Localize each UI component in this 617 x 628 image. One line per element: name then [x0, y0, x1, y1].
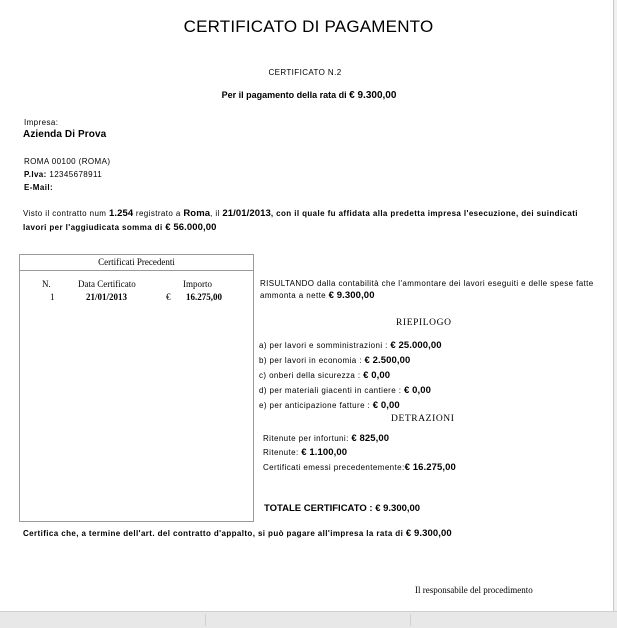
- page-title: CERTIFICATO DI PAGAMENTO: [183, 17, 434, 36]
- deduction-item: Ritenute: € 1.100,00: [263, 447, 348, 458]
- contract-text-2: registrato a: [135, 209, 181, 218]
- status-bar-divider: [205, 614, 206, 626]
- signature-label: Il responsabile del procedimento: [415, 585, 533, 595]
- contract-paragraph: [23, 207, 593, 235]
- deductions-title: DETRAZIONI: [391, 414, 455, 424]
- contract-city: Roma: [183, 208, 211, 219]
- company-address: ROMA 00100 (ROMA): [24, 157, 111, 166]
- table-row-n: 1: [50, 292, 55, 302]
- result-paragraph: [260, 278, 595, 302]
- col-header-date: Data Certificato: [78, 279, 136, 289]
- window-status-bar: [0, 611, 617, 628]
- contract-text-4: , con il quale fu affidata alla predetta impresa l'esecuzione, dei suindicati lavori per l'aggiudicata somma di: [23, 209, 578, 232]
- total-label: TOTALE CERTIFICATO :: [264, 503, 373, 514]
- table-row-date: 21/01/2013: [86, 292, 128, 302]
- previous-certificates-box: [19, 254, 254, 522]
- deduction-item: Certificati emessi precedentemente:€ 16.275,00: [263, 462, 456, 473]
- email-label: E-Mail:: [24, 183, 54, 192]
- certification-line: [23, 528, 452, 539]
- certification-text: Certifica che, a termine dell'art. del contratto d'appalto, si può pagare all'impresa la rata di: [23, 529, 404, 538]
- result-amount: € 9.300,00: [328, 290, 375, 301]
- certificate-number: CERTIFICATO N.2: [268, 68, 342, 77]
- contract-text-3: , il: [210, 209, 220, 218]
- company-piva: [24, 170, 102, 179]
- previous-certificates-title: Certificati Precedenti: [20, 255, 253, 271]
- total-certificate: [264, 503, 420, 514]
- summary-title: RIEPILOGO: [396, 318, 452, 328]
- col-header-amount: Importo: [183, 279, 212, 289]
- company-name: Azienda Di Prova: [23, 129, 107, 140]
- summary-item: c) onberi della sicurezza : € 0,00: [259, 370, 391, 381]
- payment-line-amount: € 9.300,00: [349, 90, 397, 101]
- contract-number: 1.254: [108, 208, 134, 219]
- result-text: RISULTANDO dalla contabilità che l'ammontare dei lavori eseguiti e delle spese fatte ammonta a nette: [260, 279, 594, 300]
- summary-item: d) per materiali giacenti in cantiere : € 0,00: [259, 385, 431, 396]
- contract-amount: € 56.000,00: [165, 222, 217, 233]
- payment-line-text: Per il pagamento della rata di: [221, 90, 347, 100]
- contract-text-1: Visto il contratto num: [23, 209, 107, 218]
- status-bar-divider: [410, 614, 411, 626]
- table-row-currency: €: [166, 292, 171, 302]
- contract-date: 21/01/2013: [222, 208, 271, 219]
- col-header-n: N.: [42, 279, 51, 289]
- summary-item: b) per lavori in economia : € 2.500,00: [259, 355, 411, 366]
- certification-amount: € 9.300,00: [405, 528, 452, 539]
- table-row-amount: 16.275,00: [186, 292, 222, 302]
- payment-line: [0, 90, 617, 101]
- deduction-item: Ritenute per infortuni: € 825,00: [263, 433, 390, 444]
- total-value: € 9.300,00: [375, 503, 421, 514]
- summary-item: e) per anticipazione fatture : € 0,00: [259, 400, 400, 411]
- summary-item: a) per lavori e somministrazioni : € 25.000,00: [259, 340, 442, 351]
- piva-value: 12345678911: [49, 170, 103, 179]
- company-label: Impresa:: [24, 118, 59, 127]
- piva-label: P.Iva:: [24, 170, 47, 179]
